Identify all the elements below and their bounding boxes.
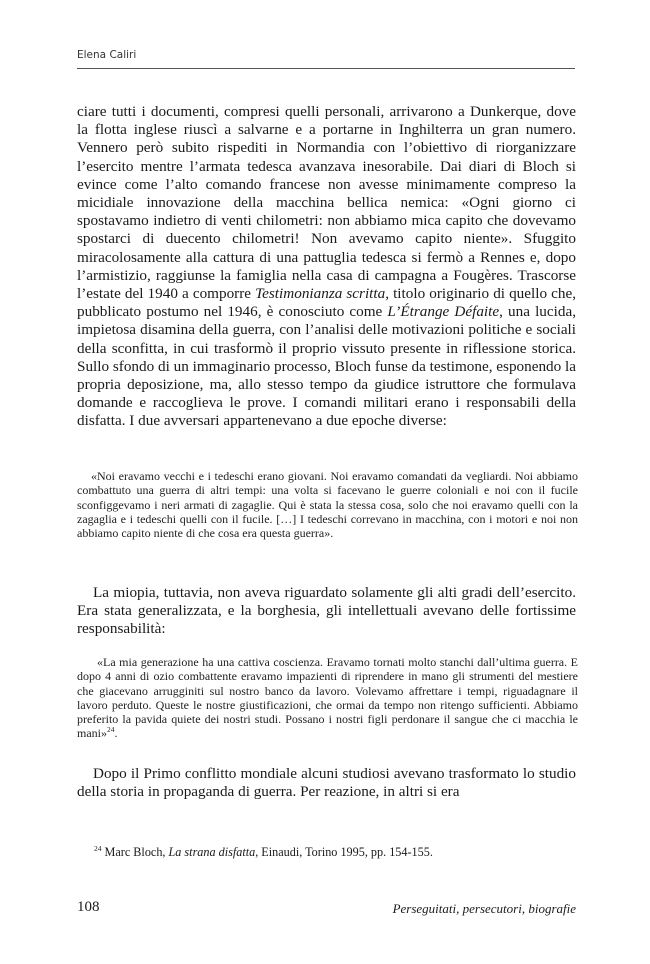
footnote-author: Marc Bloch,: [104, 845, 169, 859]
paragraph-3: Dopo il Primo conflitto mondiale alcuni studiosi avevano trasformato lo studio della storia in propaganda di guerra. Per reazione, in altri si era: [77, 765, 576, 801]
running-head-author: Elena Caliri: [77, 49, 137, 61]
footnote-ref-24: 24: [107, 725, 115, 735]
footnote-24: [94, 845, 574, 860]
p1-text-3: , una lucida, impietosa disamina della guerra, con l’analisi delle motivazioni politiche e sociali della sconfitta, in cui trasformò il proprio vissuto presente in riflessione storica. Sullo sfondo di un immaginario processo, Bloch funse da testimone, esponendo la propria deposizione, ma, allo stesso tempo da giudice istruttore che formulava domande e raccoglieva le prove. I comandi militari erano i responsabili della disfatta. I due avversari appartenevano a due epoche diverse:: [77, 303, 576, 430]
footnote-title: La strana disfatta: [168, 845, 256, 859]
quote2-text: «La mia generazione ha una cattiva coscienza. Eravamo tornati molto stanchi dall’ultima guerra. E dopo 4 anni di ozio combattente eravamo impazienti di riprendere in mano gli strumenti del mestiere che giacevano arrugginiti sul nostro banco da lavoro. Volevamo affrettare i tempi, riguadagnare il lavoro perduto. Queste le nostre giustificazioni, che ormai da tempo non ritengo sufficienti. Abbiamo preferito la pavida quiete dei nostri studi. Possano i nostri figli perdonare il sangue che ci macchia le mani»: [77, 655, 578, 741]
header-rule: [77, 68, 575, 69]
main-paragraph: [77, 103, 576, 431]
page-number: 108: [77, 899, 100, 915]
book-title: Perseguitati, persecutori, biografie: [392, 901, 576, 916]
block-quote-2: «La mia generazione ha una cattiva coscienza. Eravamo tornati molto stanchi dall’ultima guerra. E dopo 4 anni di ozio combattente eravamo impazienti di riprendere in mano gli strumenti del mestiere che giacevano arrugginiti sul nostro banco da lavoro. Volevamo affrettare i tempi, riguadagnare il lavoro perduto. Queste le nostre giustificazioni, che ormai da tempo non ritengo sufficienti. Abbiamo preferito la pavida quiete dei nostri studi. Possano i nostri figli perdonare il sangue che ci macchia le mani»$^{24}$.: [77, 655, 578, 741]
p1-text-2: , titolo originario di quello che, pubblicato postumo nel 1946, è conosciuto come: [77, 285, 577, 321]
paragraph-1: [77, 103, 576, 431]
footnote-number: 24: [94, 843, 102, 853]
paragraph-2: La miopia, tuttavia, non aveva riguardato solamente gli alti gradi dell’esercito. Era stata generalizzata, e la borghesia, gli intellettuali avevano delle fortissime responsabilità:: [77, 584, 576, 638]
p1-text-1: ciare tutti i documenti, compresi quelli personali, arrivarono a Dunkerque, dove la flotta inglese riuscì a salvarne e a portarne in Inghilterra un gran numero. Vennero però subito rispediti in Normandia con l’obiettivo di riorganizzare l’esercito mentre l’armata tedesca avanzava inesorabile. Dai diari di Bloch si evince come l’alto comando francese non avesse minimamente compreso la micidiale innovazione della macchina bellica nemica: «Ogni giorno ci spostavamo indietro di venti chilometri: non abbiamo mica capito che dovevamo spostarci di duecento chilometri! Non avevamo capito niente». Sfuggito miracolosamente alla cattura di una pattuglia tedesca si fermò a Rennes e, dopo l’armistizio, raggiunse la famiglia nella casa di campagna a Fougères. Trascorse l’estate del 1940 a comporre: [77, 103, 576, 303]
footnote-rest: , Einaudi, Torino 1995, pp. 154-155.: [255, 845, 433, 859]
block-quote-1: «Noi eravamo vecchi e i tedeschi erano giovani. Noi eravamo comandati da vegliardi. Noi abbiamo combattuto una guerra di altri tempi: una volta si facevano le guerre coloniali e noi con il fucile sconfiggevamo i neri armati di zagaglie. Qui è stata la stessa cosa, solo che noi eravamo quelli con la zagaglia e i tedeschi quelli con il fucile. […] I tedeschi correvano in macchina, con i motori e noi non abbiamo capito niente di che cosa era questa guerra».: [77, 469, 578, 541]
p1-italic-title-2: L’Étrange Défaite: [387, 303, 500, 321]
p1-italic-title-1: Testimonianza scritta: [255, 285, 386, 303]
